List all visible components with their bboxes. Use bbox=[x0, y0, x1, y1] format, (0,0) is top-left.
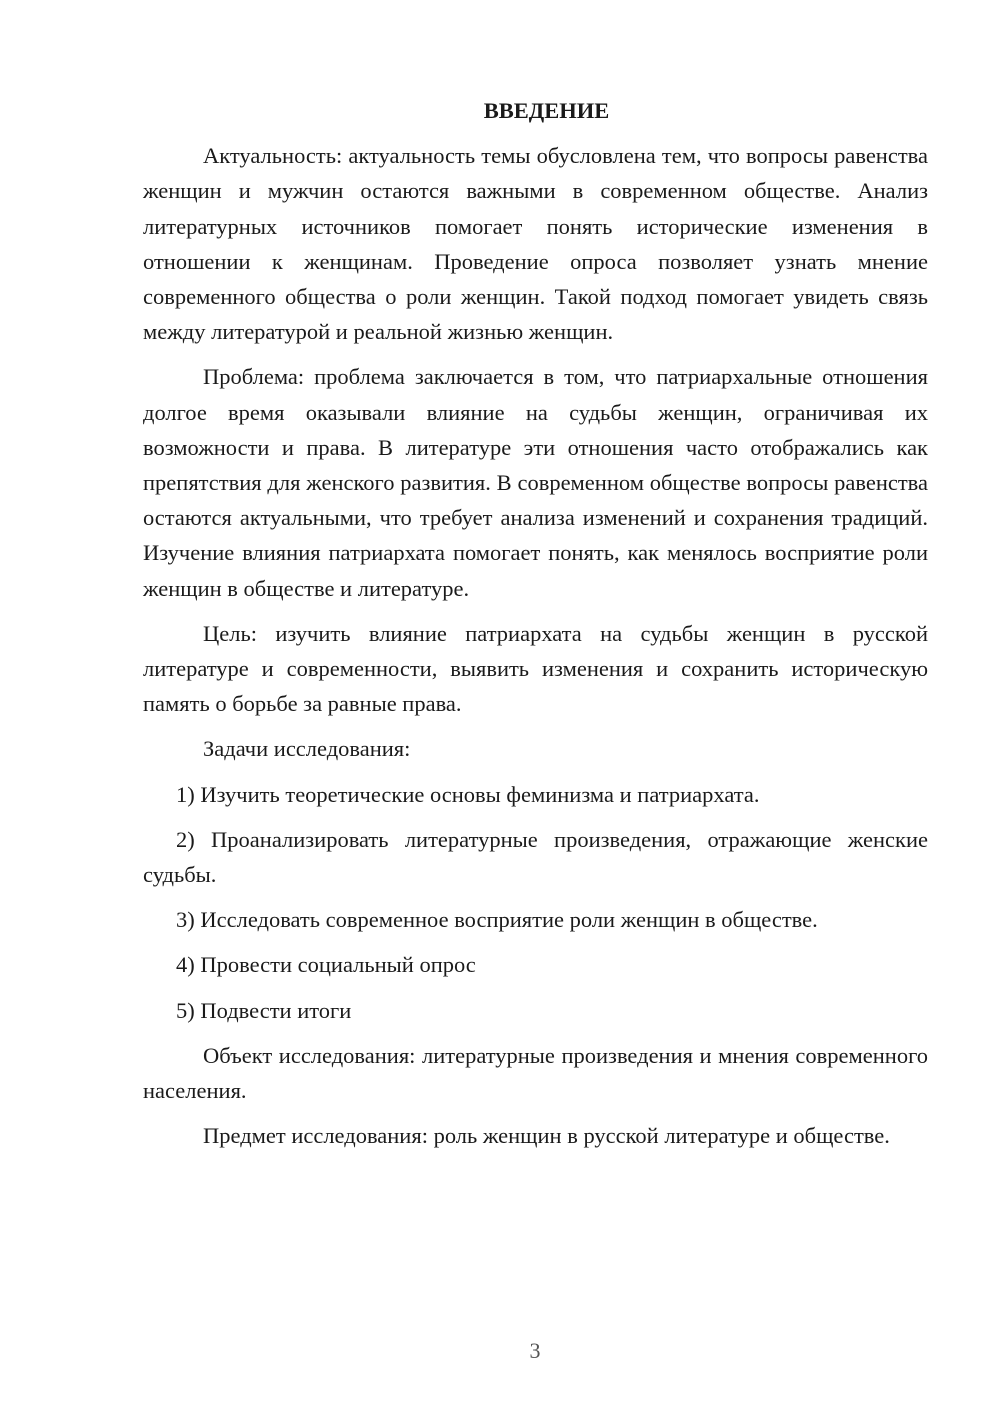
problem-paragraph: Проблема: проблема заключается в том, что патриархальные отношения долгое время оказывали влияние на судьбы женщин, ограничивая их возможности и права. В литературе эти отношения часто отображались как препятствия для женского развития. В современном обществе вопросы равенства остаются актуальными, что требует анализа изменений и сохранения традиций. Изучение влияния патриархата помогает понять, как менялось восприятие роли женщин в обществе и литературе. bbox=[143, 364, 928, 601]
tasks-heading: Задачи исследования: bbox=[203, 736, 411, 762]
object-paragraph: Объект исследования: литературные произведения и мнения современного населения. bbox=[143, 1042, 928, 1104]
goal-paragraph: Цель: изучить влияние патриархата на судьбы женщин в русской литературе и современности, выявить изменения и сохранить историческую память о борьбе за равные права. bbox=[143, 620, 928, 717]
page-content bbox=[143, 93, 928, 1153]
subject-paragraph: Предмет исследования: роль женщин в русской литературе и обществе. bbox=[203, 1123, 890, 1149]
task-item-3: 3) Исследовать современное восприятие роли женщин в обществе. bbox=[176, 907, 818, 933]
page-title: ВВЕДЕНИЕ bbox=[483, 98, 610, 123]
tasks-list bbox=[143, 777, 928, 1028]
task-item-1: 1) Изучить теоретические основы феминизма и патриархата. bbox=[176, 781, 760, 807]
relevance-paragraph: Актуальность: актуальность темы обусловлена тем, что вопросы равенства женщин и мужчин остаются важными в современном обществе. Анализ литературных источников помогает понять исторические изменения в отношении к женщинам. Проведение опроса позволяет узнать мнение современного общества о роли женщин. Такой подход помогает увидеть связь между литературой и реальной жизнью женщин. bbox=[143, 143, 928, 345]
task-item-2: 2) Проанализировать литературные произведения, отражающие женские судьбы. bbox=[143, 826, 928, 888]
page-number: 3 bbox=[529, 1338, 541, 1363]
task-item-4: 4) Провести социальный опрос bbox=[176, 952, 476, 978]
task-item-5: 5) Подвести итоги bbox=[176, 997, 352, 1023]
